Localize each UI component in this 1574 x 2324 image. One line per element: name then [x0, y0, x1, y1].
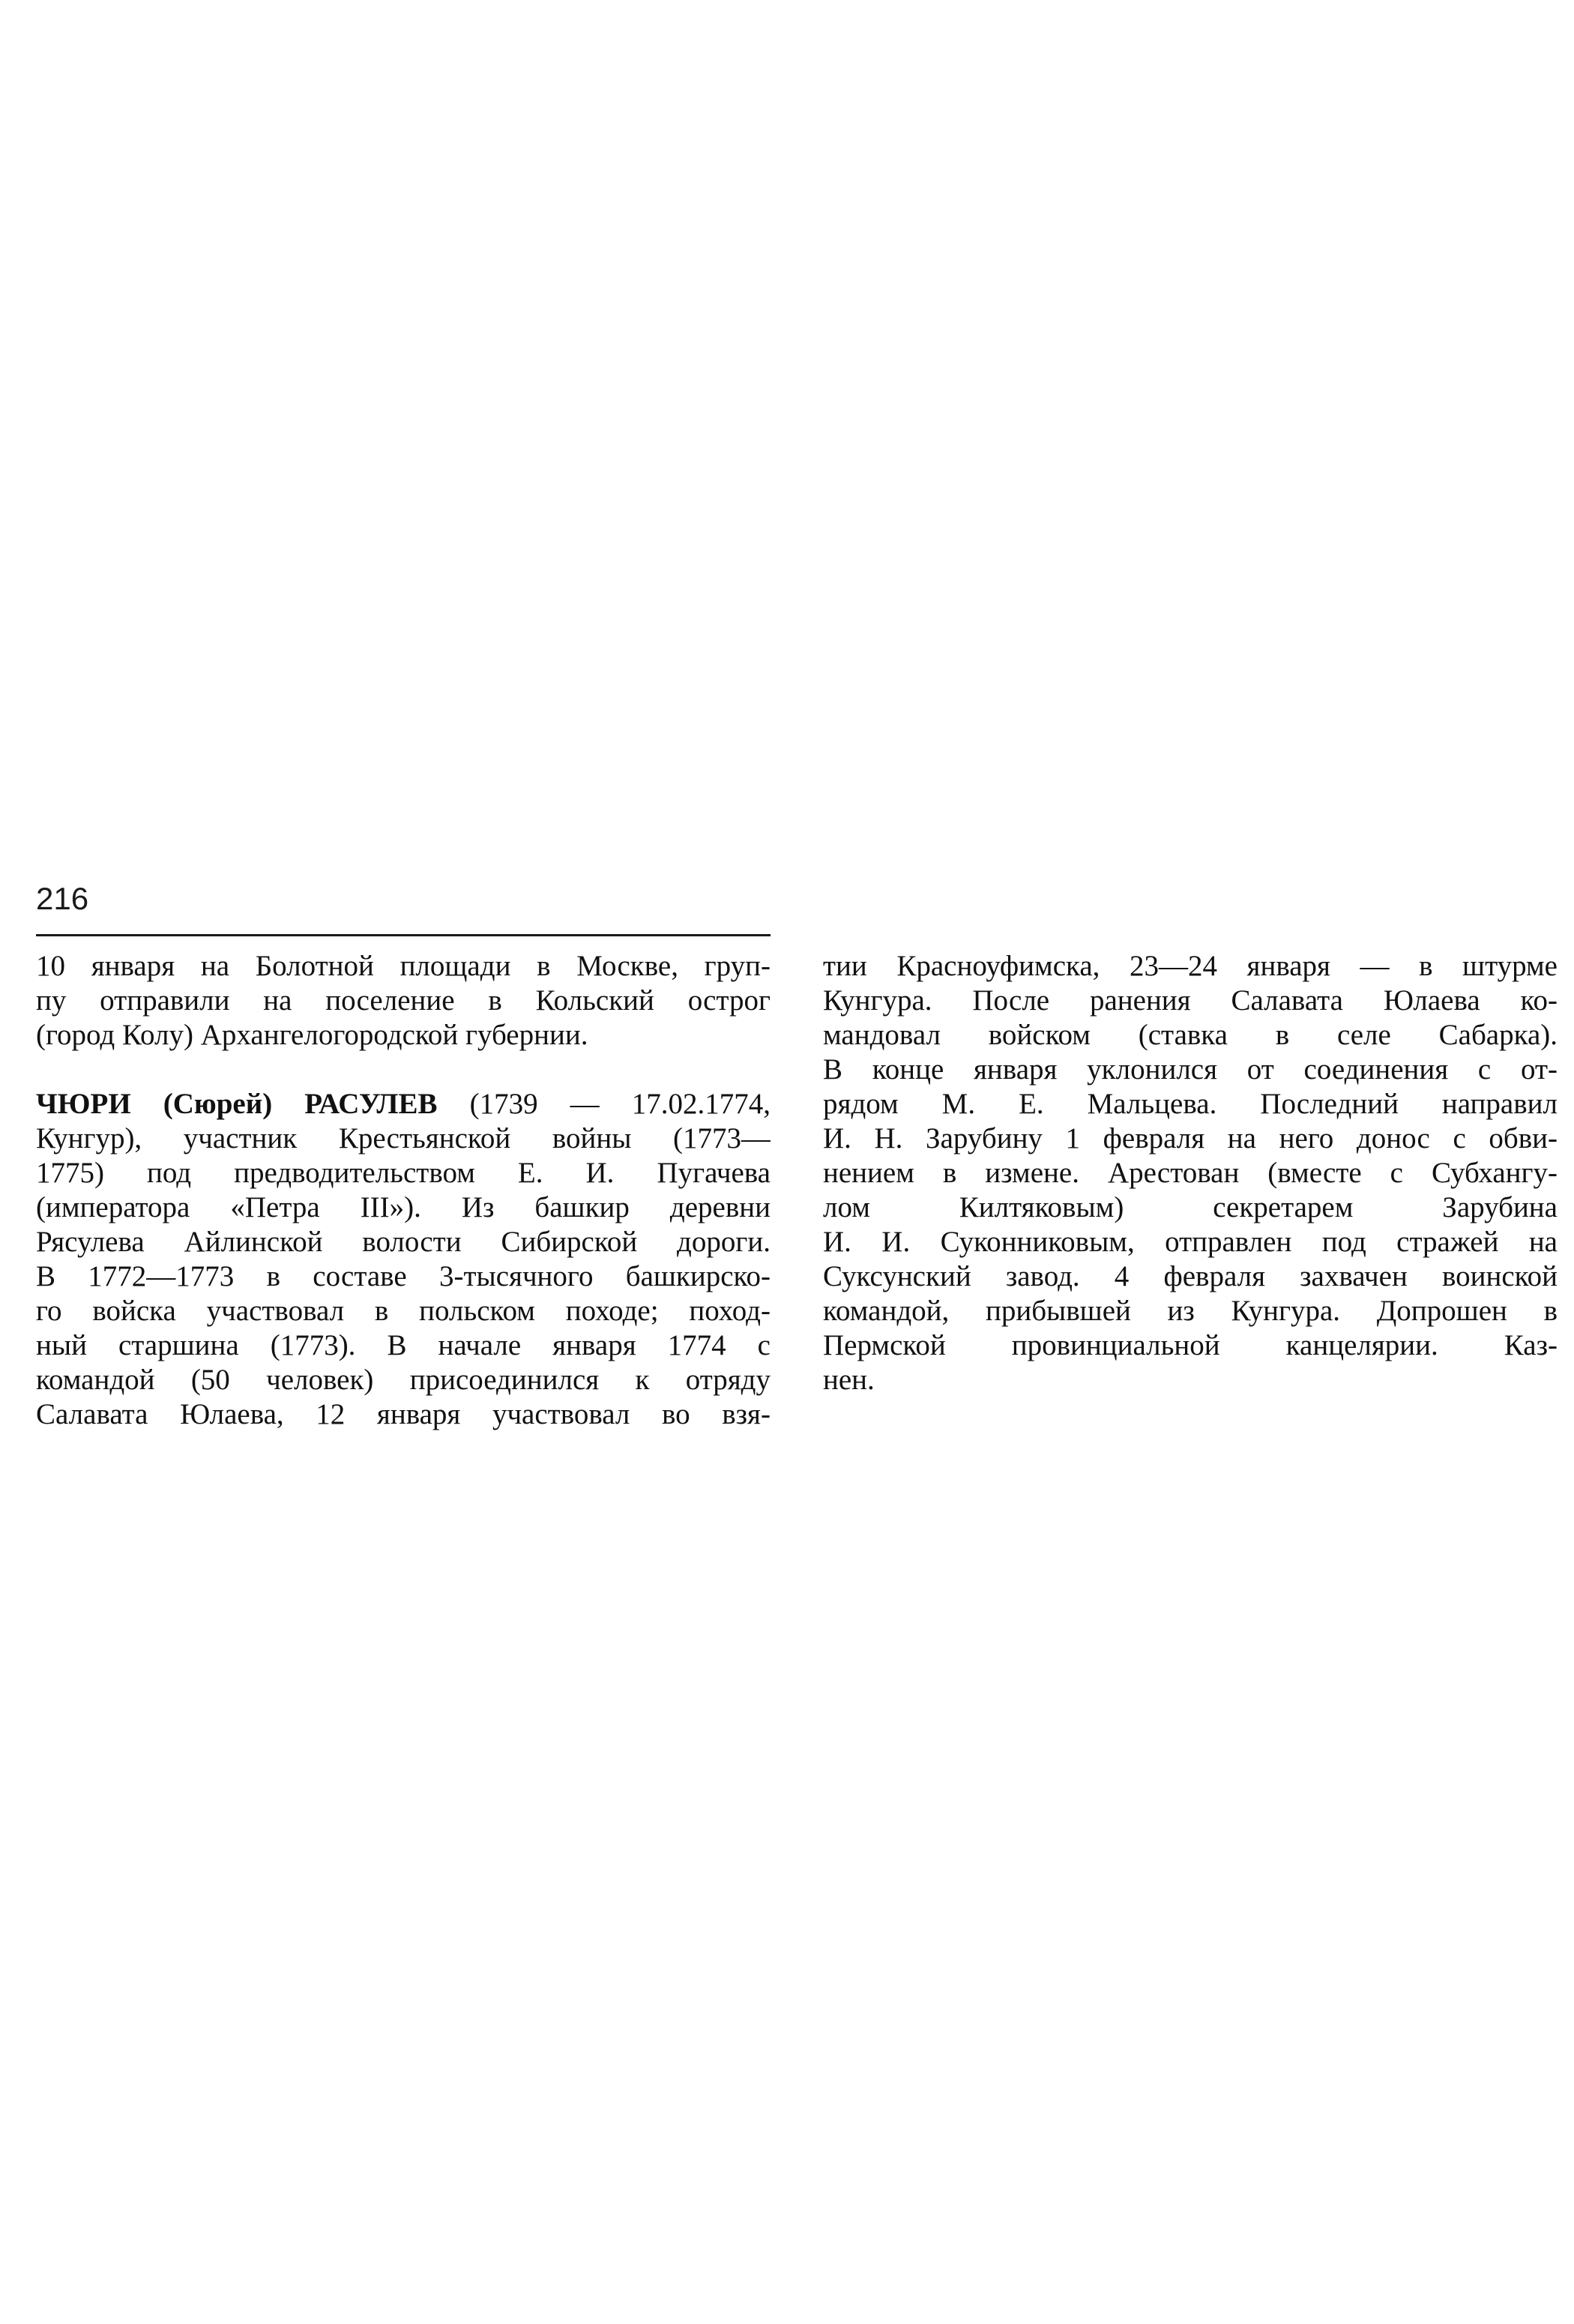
left-column [36, 949, 771, 1432]
entry-dates: (1739 — 17.02.1774, [437, 1088, 771, 1120]
text-line: В 1772—1773 в составе 3-тысячного башкирско- [36, 1260, 771, 1292]
text-line: командой, прибывшей из Кунгура. Допрошен в [823, 1295, 1558, 1327]
text-line: мандовал войском (ставка в селе Сабарка). [823, 1019, 1558, 1051]
text-line: нением в измене. Арестован (вместе с Субхангу- [823, 1157, 1558, 1189]
text-line: пу отправили на поселение в Кольский острог [36, 984, 771, 1017]
text-line: лом Килтяковым) секретарем Зарубина [823, 1191, 1558, 1223]
text-line: командой (50 человек) присоединился к отряду [36, 1364, 771, 1396]
text-line: (город Колу) Архангелогородской губернии. [36, 1019, 588, 1051]
text-line: Салавата Юлаева, 12 января участвовал во взя- [36, 1398, 771, 1430]
text-line: нен. [823, 1364, 875, 1396]
text-line: И. Н. Зарубину 1 февраля на него донос с обви- [823, 1122, 1558, 1155]
text-line: И. И. Суконниковым, отправлен под стражей на [823, 1226, 1558, 1258]
entry-headword: ЧЮРИ (Сюрей) РАСУЛЕВ [36, 1088, 438, 1120]
text-line: ный старшина (1773). В начале января 1774 с [36, 1329, 771, 1361]
text-line: рядом М. Е. Мальцева. Последний направил [823, 1088, 1558, 1120]
text-line: 1775) под предводительством Е. И. Пугачева [36, 1157, 771, 1189]
text-line: го войска участвовал в польском походе; поход- [36, 1295, 771, 1327]
right-column [823, 949, 1558, 1397]
paragraph-gap [36, 1053, 771, 1087]
header-rule [36, 934, 771, 936]
text-line: Пермской провинциальной канцелярии. Каз- [823, 1329, 1558, 1361]
text-line: тии Красноуфимска, 23—24 января — в штурме [823, 950, 1558, 982]
text-line: (императора «Петра III»). Из башкир деревни [36, 1191, 771, 1223]
page-number: 216 [36, 881, 89, 916]
text-line: 10 января на Болотной площади в Москве, груп- [36, 950, 771, 982]
text-line: Рясулева Айлинской волости Сибирской дороги. [36, 1226, 771, 1258]
text-line: Кунгур), участник Крестьянской войны (1773— [36, 1122, 771, 1155]
text-line: В конце января уклонился от соединения с от- [823, 1053, 1558, 1086]
entry-first-line [36, 1087, 771, 1122]
text-line: Кунгура. После ранения Салавата Юлаева ко- [823, 984, 1558, 1017]
text-line: Суксунский завод. 4 февраля захвачен воинской [823, 1260, 1558, 1292]
